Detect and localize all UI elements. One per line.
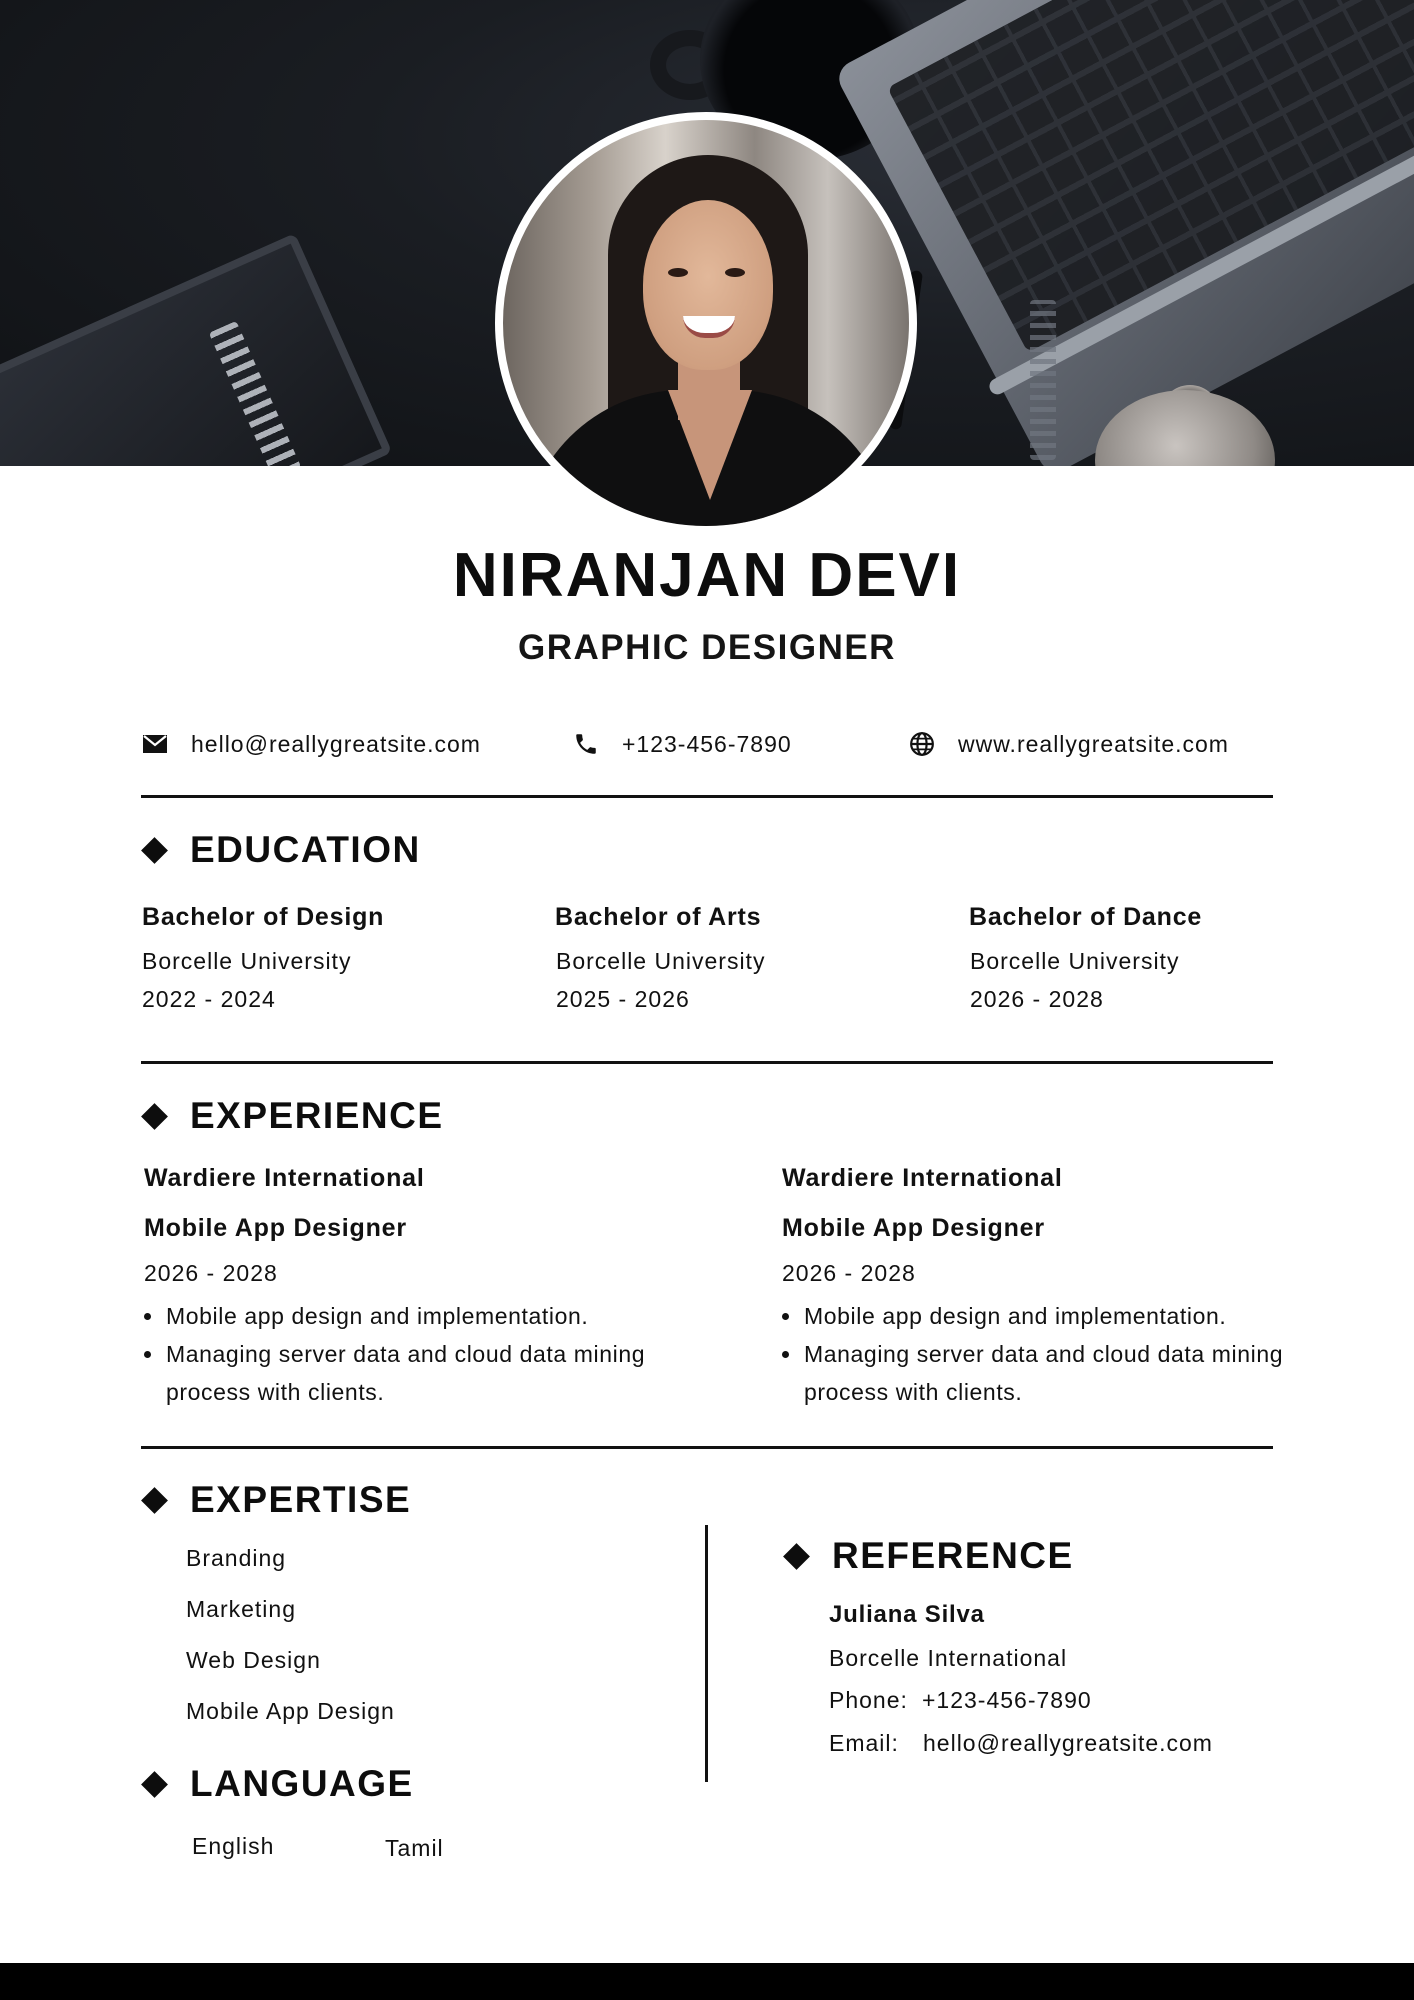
expertise-item: Branding	[186, 1545, 287, 1571]
education-degree: Bachelor of Arts	[555, 903, 762, 931]
reference-email[interactable]: hello@reallygreatsite.com	[923, 1730, 1213, 1756]
section-divider	[141, 1061, 1273, 1064]
experience-bullet-list	[782, 1297, 1302, 1411]
reference-company: Borcelle International	[829, 1645, 1068, 1671]
contact-phone-text: +123-456-7890	[622, 730, 792, 757]
language-item: Tamil	[385, 1835, 444, 1861]
experience-bullet: Mobile app design and implementation.	[782, 1297, 1302, 1335]
education-degree: Bachelor of Dance	[969, 903, 1203, 931]
contact-website[interactable]	[908, 726, 1229, 762]
education-years: 2025 - 2026	[556, 986, 690, 1012]
column-divider	[705, 1525, 708, 1782]
section-divider	[141, 1446, 1273, 1449]
experience-bullet: Managing server data and cloud data mining process with clients.	[782, 1335, 1302, 1411]
experience-heading	[141, 1095, 444, 1137]
diamond-bullet-icon	[141, 1103, 168, 1130]
contact-email[interactable]	[141, 726, 481, 762]
experience-heading-text: EXPERIENCE	[190, 1095, 444, 1136]
diamond-bullet-icon	[141, 1487, 168, 1514]
education-degree: Bachelor of Design	[142, 903, 385, 931]
language-item: English	[192, 1833, 275, 1859]
reference-heading-text: REFERENCE	[832, 1535, 1074, 1576]
reference-heading	[783, 1535, 1074, 1577]
education-heading	[141, 829, 421, 871]
reference-name: Juliana Silva	[829, 1601, 985, 1628]
experience-years: 2026 - 2028	[782, 1260, 916, 1286]
diamond-bullet-icon	[141, 837, 168, 864]
education-school: Borcelle University	[556, 948, 766, 974]
experience-company: Wardiere International	[144, 1164, 425, 1192]
expertise-item: Mobile App Design	[186, 1698, 395, 1724]
experience-bullet: Managing server data and cloud data mining process with clients.	[144, 1335, 664, 1411]
expertise-heading	[141, 1479, 411, 1521]
expertise-heading-text: EXPERTISE	[190, 1479, 412, 1520]
contact-website-text: www.reallygreatsite.com	[958, 730, 1229, 757]
section-divider	[141, 795, 1273, 798]
expertise-item: Marketing	[186, 1596, 296, 1622]
experience-company: Wardiere International	[782, 1164, 1063, 1192]
diamond-bullet-icon	[783, 1543, 810, 1570]
experience-years: 2026 - 2028	[144, 1260, 278, 1286]
footer-bar	[0, 1963, 1414, 2000]
diamond-bullet-icon	[141, 1771, 168, 1798]
photo-left-eye	[668, 268, 688, 277]
education-school: Borcelle University	[970, 948, 1180, 974]
experience-bullet: Mobile app design and implementation.	[144, 1297, 664, 1335]
phone-icon	[572, 730, 600, 758]
globe-icon	[908, 730, 936, 758]
notepad-spiral-graphic	[1030, 300, 1056, 460]
language-heading	[141, 1763, 414, 1805]
photo-right-eye	[725, 268, 745, 277]
photo-face	[643, 200, 773, 370]
experience-role: Mobile App Designer	[144, 1214, 407, 1242]
education-years: 2026 - 2028	[970, 986, 1104, 1012]
education-school: Borcelle University	[142, 948, 352, 974]
language-heading-text: LANGUAGE	[190, 1763, 414, 1804]
reference-phone[interactable]: +123-456-7890	[922, 1687, 1092, 1713]
job-title: GRAPHIC DESIGNER	[518, 628, 896, 667]
reference-email-label: Email:	[829, 1730, 899, 1756]
envelope-icon	[141, 730, 169, 758]
education-years: 2022 - 2024	[142, 986, 276, 1012]
contact-email-text: hello@reallygreatsite.com	[191, 730, 481, 757]
profile-photo	[495, 112, 917, 534]
candidate-name: NIRANJAN DEVI	[452, 541, 962, 610]
experience-bullet-list	[144, 1297, 664, 1411]
laptop-graphic	[833, 0, 1414, 466]
expertise-item: Web Design	[186, 1647, 321, 1673]
photo-vneck	[668, 390, 752, 500]
education-heading-text: EDUCATION	[190, 829, 421, 870]
reference-phone-label: Phone:	[829, 1687, 908, 1713]
experience-role: Mobile App Designer	[782, 1214, 1045, 1242]
contact-phone[interactable]	[572, 726, 792, 762]
notebook-graphic	[0, 233, 392, 466]
